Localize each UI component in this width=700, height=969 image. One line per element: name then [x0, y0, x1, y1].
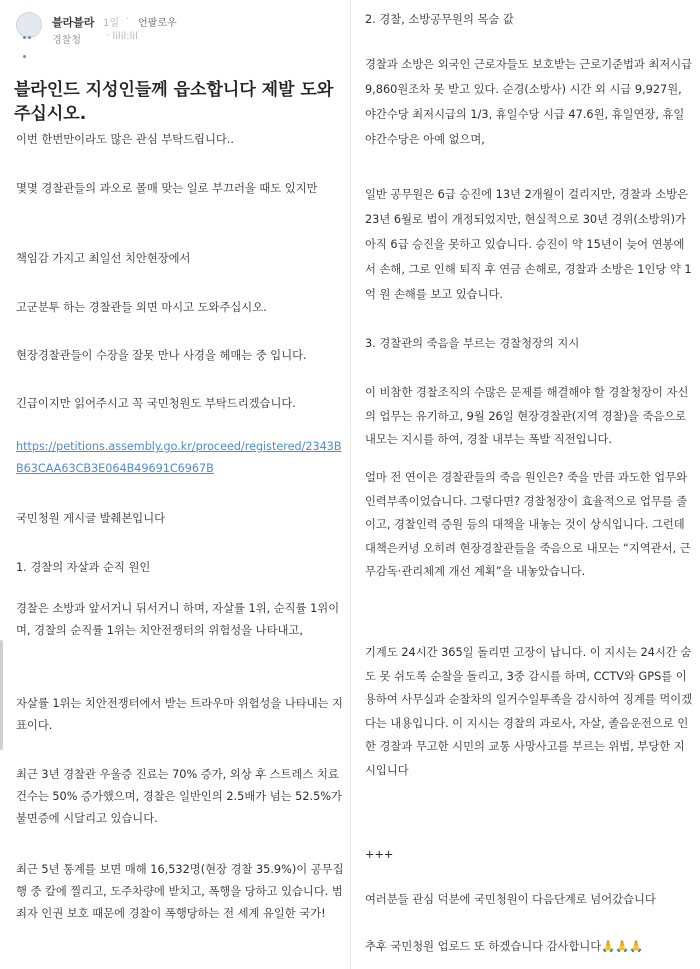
body-paragraph: 최근 3년 경찰관 우울증 진료는 70% 증가, 외상 후 스트레스 치료 건수는 50% 증가했으며, 경찰은 일반인의 2.5배가 넘는 52.5%가 불면증에 시달리고 있습니다. [16, 768, 342, 825]
post-time: 1일 [103, 18, 120, 29]
body-paragraph: 최근 5년 통계를 보면 매해 16,532명(현장 경찰 35.9%)이 공무집행 중 칼에 찔리고, 도주차량에 받치고, 폭행을 당하고 있습니다. 범죄자 인권 보호 때문에 경찰이 폭행당하는 전 세계 유일한 국가! [16, 863, 344, 920]
body-paragraph: 경찰은 소방과 앞서거니 뒤서거니 하며, 자살률 1위, 순직률 1위이며, 경찰의 순직률 1위는 치안전쟁터의 위험성을 나타내고, [16, 602, 340, 637]
body-paragraph: 기계도 24시간 365일 돌리면 고장이 납니다. 이 지시는 24시간 숨도 못 쉬도록 순찰을 돌리고, 3중 감시를 하며, CCTV와 GPS를 이용하여 사무실과 순찰차의 일거수일투족을 감시하여 징계를 먹이겠다는 내용입니다. 이 지시는 경찰의 과로사, 자살, 졸음운전으로 인한 경찰과 무고한 시민의 교통 사망사고를 부르는 위법, 부당한 지시입니다 [365, 646, 693, 777]
author-org: 경찰청 [52, 35, 81, 46]
body-paragraph: 이번 한번만이라도 많은 관심 부탁드립니다.. [16, 133, 234, 146]
body-paragraph: 경찰과 소방은 외국인 근로자들도 보호받는 근로기준법과 최저시급 9,860원조차 못 받고 있다. 순경(소방사) 시간 외 시급 9,927원, 야간수당 최저시급의 1/3, 휴일수당 시급 47.6원, 휴일연장, 휴일 야간수당은 아예 없으며, [365, 58, 693, 146]
body-paragraph: 긴급이지만 읽어주시고 꼭 국민청원도 부탁드리겠습니다. [16, 397, 296, 410]
body-paragraph: 몇몇 경찰관들의 과오로 몰매 맞는 일로 부끄러울 때도 있지만 [16, 182, 318, 195]
post-header [14, 6, 344, 46]
body-paragraph: 일반 공무원은 6급 승진에 13년 2개월이 걸리지만, 경찰과 소방은 23년 6월로 법이 개정되었지만, 현실적으로 30년 경위(소방위)가 아직 6급 승진을 못하고 있습니다. 승진이 약 15년이 늦어 연봉에서 손해, 그로 인해 퇴직 후 연금 손해로, 경찰과 소방은 1인당 약 1억 원 손해를 보고 있습니다. [365, 188, 692, 301]
body-paragraph: 추후 국민청원 업로드 또 하겠습니다 감사합니다🙏🙏🙏 [365, 940, 644, 953]
body-paragraph: 책임감 가지고 최일선 치안현장에서 [16, 252, 191, 265]
section-heading: 2. 경찰, 소방공무원의 목숨 값 [365, 13, 514, 26]
body-paragraph: 이 비참한 경찰조직의 수많은 문제를 해결해야 할 경찰청장이 자신의 업무는 유기하고, 9월 26일 현장경찰관(지역 경찰)을 죽음으로 내모는 지시를 하여, 경찰 내부는 폭발 직전입니다. [365, 386, 689, 446]
scrollbar[interactable] [0, 640, 3, 750]
post-title: 블라인드 지성인들께 읍소합니다 제발 도와주십시오. [14, 80, 334, 124]
section-heading: 3. 경찰관의 죽음을 부르는 경찰청장의 지시 [365, 337, 580, 350]
chat-bubble-icon [23, 24, 37, 27]
body-paragraph: 현장경찰관들이 수장을 잘못 만나 사경을 헤매는 중 입니다. [16, 349, 307, 362]
unfollow-button[interactable]: 언팔로우 [138, 18, 177, 29]
avatar[interactable] [16, 12, 42, 38]
body-paragraph: 여러분들 관심 덕분에 국민청원이 다음단계로 넘어갔습니다 [365, 893, 656, 906]
body-paragraph: 얼마 전 연이은 경찰관들의 죽음 원인은? 죽을 만큼 과도한 업무와 인력부족이었습니다. 그렇다면? 경찰청장이 효율적으로 업무를 줄이고, 경찰인력 증원 등의 대책을 내놓는 것이 상식입니다. 그런데 대책은커녕 오히려 현장경찰관들을 죽음으로 내모는 “지역관서, 근무감독·관리체계 개선 계획”을 내놓았습니다. [365, 471, 691, 578]
body-paragraph: 고군분투 하는 경찰관들 외면 마시고 도와주십시오. [16, 301, 267, 314]
author-meta: · lilil:lil [106, 31, 138, 42]
separator: · [126, 14, 130, 25]
body-paragraph: 자살률 1위는 치안전쟁터에서 받는 트라우마 위험성을 나타내는 지표이다. [16, 697, 343, 732]
right-column [350, 0, 700, 969]
section-heading: 1. 경찰의 자살과 순직 원인 [16, 561, 151, 574]
separator-text: +++ [365, 848, 394, 861]
body-paragraph: 국민청원 게시글 발췌본입니다 [16, 512, 166, 525]
author-name[interactable]: 블라블라 [52, 16, 95, 29]
petition-link[interactable]: https://petitions.assembly.go.kr/proceed/registered/2343BB63CAA63CB3E064B49691C6967B [16, 440, 342, 475]
